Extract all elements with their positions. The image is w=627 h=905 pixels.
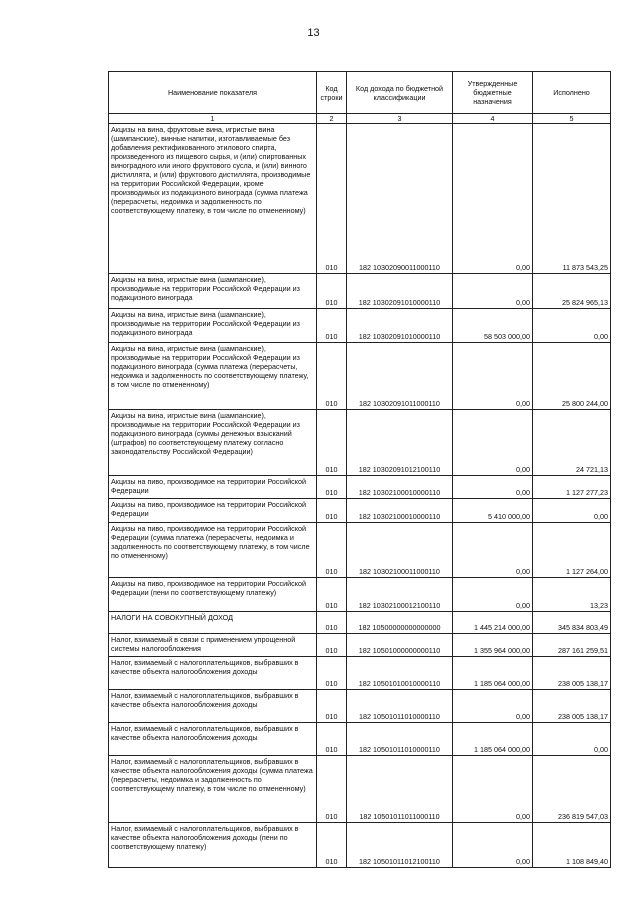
row-name: Акцизы на вина, игристые вина (шампанские), производимые на территории Российской Федерации из подакцизного винограда (сумма платежа (перерасчеты, недоимка и задолженность по соответствующему платежу, в том числе по отмененному) xyxy=(109,343,317,410)
row-executed: 0,00 xyxy=(533,309,611,343)
row-approved: 0,00 xyxy=(453,343,533,410)
row-code: 010 xyxy=(317,343,347,410)
row-executed: 0,00 xyxy=(533,723,611,756)
row-income-code: 182 10302100012100110 xyxy=(347,578,453,612)
row-approved: 0,00 xyxy=(453,578,533,612)
row-income-code: 182 10500000000000000 xyxy=(347,612,453,634)
row-executed: 1 127 277,23 xyxy=(533,476,611,499)
row-code: 010 xyxy=(317,756,347,823)
row-name: Акцизы на вина, игристые вина (шампанские), производимые на территории Российской Федерации из подакцизного винограда (суммы денежных взысканий (штрафов) по соответствующему платежу согласно законодательству Российской Федерации) xyxy=(109,410,317,476)
row-code: 010 xyxy=(317,309,347,343)
row-income-code: 182 10302091010000110 xyxy=(347,309,453,343)
row-name: Акцизы на пиво, производимое на территории Российской Федерации (пени по соответствующему платежу) xyxy=(109,578,317,612)
table-row xyxy=(109,499,611,523)
column-number: 3 xyxy=(347,114,453,124)
table-row xyxy=(109,756,611,823)
row-code: 010 xyxy=(317,634,347,657)
row-income-code: 182 10302091011000110 xyxy=(347,343,453,410)
table-row xyxy=(109,523,611,578)
row-executed: 25 800 244,00 xyxy=(533,343,611,410)
column-number: 5 xyxy=(533,114,611,124)
row-name: Акцизы на пиво, производимое на территории Российской Федерации xyxy=(109,499,317,523)
table-header xyxy=(109,72,611,124)
row-approved: 0,00 xyxy=(453,690,533,723)
header-indicator-name: Наименование показателя xyxy=(109,72,317,114)
row-name: Акцизы на вина, игристые вина (шампанские), производимые на территории Российской Федерации из подакцизного винограда xyxy=(109,274,317,309)
row-income-code: 182 10501011011000110 xyxy=(347,756,453,823)
row-income-code: 182 10501000000000110 xyxy=(347,634,453,657)
table-row xyxy=(109,343,611,410)
row-approved: 0,00 xyxy=(453,124,533,274)
header-income-code: Код дохода по бюджетной классификации xyxy=(347,72,453,114)
row-code: 010 xyxy=(317,612,347,634)
row-code: 010 xyxy=(317,523,347,578)
row-approved: 1 445 214 000,00 xyxy=(453,612,533,634)
row-income-code: 182 10501011010000110 xyxy=(347,723,453,756)
row-name: Акцизы на пиво, производимое на территории Российской Федерации (сумма платежа (перерасчеты, недоимка и задолженность по соответствующему платежу, в том числе по отмененному) xyxy=(109,523,317,578)
row-executed: 25 824 965,13 xyxy=(533,274,611,309)
column-number: 2 xyxy=(317,114,347,124)
row-name: Акцизы на вина, игристые вина (шампанские), производимые на территории Российской Федерации из подакцизного винограда xyxy=(109,309,317,343)
table-row xyxy=(109,690,611,723)
column-numbers-row xyxy=(109,114,611,124)
row-executed: 24 721,13 xyxy=(533,410,611,476)
row-approved: 1 185 064 000,00 xyxy=(453,723,533,756)
table-row xyxy=(109,410,611,476)
row-executed: 238 005 138,17 xyxy=(533,657,611,690)
row-income-code: 182 10302090011000110 xyxy=(347,124,453,274)
row-code: 010 xyxy=(317,124,347,274)
row-name: Акцизы на вина, фруктовые вина, игристые вина (шампанские), винные напитки, изготавливаемые без добавления ректификованного этилового спирта, произведенного из пищевого сырья, и (или) спиртованных виноградного или иного фруктового сусла, и (или) винного дистиллята, и (или) фруктового дистиллята, производимые на территории Российской Федерации, кроме производимых из подакцизного винограда (сумма платежа (перерасчеты, недоимка и задолженность по соответствующему платежу, в том числе по отмененному) xyxy=(109,124,317,274)
row-name: Налог, взимаемый в связи с применением упрощенной системы налогообложения xyxy=(109,634,317,657)
header-row-code: Код строки xyxy=(317,72,347,114)
row-approved: 1 185 064 000,00 xyxy=(453,657,533,690)
row-code: 010 xyxy=(317,723,347,756)
row-approved: 0,00 xyxy=(453,523,533,578)
row-code: 010 xyxy=(317,657,347,690)
header-executed: Исполнено xyxy=(533,72,611,114)
row-approved: 0,00 xyxy=(453,476,533,499)
table-row xyxy=(109,476,611,499)
row-income-code: 182 10302091012100110 xyxy=(347,410,453,476)
page-number: 13 xyxy=(307,27,320,39)
table-row xyxy=(109,634,611,657)
table-row xyxy=(109,309,611,343)
row-executed: 287 161 259,51 xyxy=(533,634,611,657)
row-code: 010 xyxy=(317,499,347,523)
row-approved: 5 410 000,00 xyxy=(453,499,533,523)
row-code: 010 xyxy=(317,410,347,476)
row-code: 010 xyxy=(317,578,347,612)
row-executed: 13,23 xyxy=(533,578,611,612)
table-body xyxy=(109,124,611,868)
row-name: Налог, взимаемый с налогоплательщиков, выбравших в качестве объекта налогообложения доходы xyxy=(109,690,317,723)
row-approved: 1 355 964 000,00 xyxy=(453,634,533,657)
row-name: НАЛОГИ НА СОВОКУПНЫЙ ДОХОД xyxy=(109,612,317,634)
row-code: 010 xyxy=(317,476,347,499)
header-approved: Утвержденные бюджетные назначения xyxy=(453,72,533,114)
row-executed: 345 834 803,49 xyxy=(533,612,611,634)
row-code: 010 xyxy=(317,274,347,309)
row-income-code: 182 10501010010000110 xyxy=(347,657,453,690)
row-executed: 11 873 543,25 xyxy=(533,124,611,274)
row-approved: 58 503 000,00 xyxy=(453,309,533,343)
table-row xyxy=(109,657,611,690)
row-name: Налог, взимаемый с налогоплательщиков, выбравших в качестве объекта налогообложения доходы (сумма платежа (перерасчеты, недоимка и задолженность по соответствующему платежу, в том числе по отмененному) xyxy=(109,756,317,823)
row-name: Акцизы на пиво, производимое на территории Российской Федерации xyxy=(109,476,317,499)
row-approved: 0,00 xyxy=(453,274,533,309)
row-income-code: 182 10302100011000110 xyxy=(347,523,453,578)
row-name: Налог, взимаемый с налогоплательщиков, выбравших в качестве объекта налогообложения доходы (пени по соответствующему платежу) xyxy=(109,823,317,868)
row-income-code: 182 10302100010000110 xyxy=(347,499,453,523)
budget-execution-table xyxy=(108,71,611,868)
row-executed: 236 819 547,03 xyxy=(533,756,611,823)
table-row xyxy=(109,612,611,634)
table-row xyxy=(109,578,611,612)
row-income-code: 182 10302091010000110 xyxy=(347,274,453,309)
table-row xyxy=(109,823,611,868)
table-row xyxy=(109,723,611,756)
row-executed: 1 127 264,00 xyxy=(533,523,611,578)
row-executed: 238 005 138,17 xyxy=(533,690,611,723)
table-row xyxy=(109,124,611,274)
row-code: 010 xyxy=(317,690,347,723)
table-row xyxy=(109,274,611,309)
row-approved: 0,00 xyxy=(453,823,533,868)
row-code: 010 xyxy=(317,823,347,868)
column-number: 1 xyxy=(109,114,317,124)
row-executed: 1 108 849,40 xyxy=(533,823,611,868)
row-name: Налог, взимаемый с налогоплательщиков, выбравших в качестве объекта налогообложения доходы xyxy=(109,657,317,690)
row-income-code: 182 10501011010000110 xyxy=(347,690,453,723)
row-income-code: 182 10302100010000110 xyxy=(347,476,453,499)
row-approved: 0,00 xyxy=(453,410,533,476)
row-name: Налог, взимаемый с налогоплательщиков, выбравших в качестве объекта налогообложения доходы xyxy=(109,723,317,756)
column-number: 4 xyxy=(453,114,533,124)
row-approved: 0,00 xyxy=(453,756,533,823)
row-income-code: 182 10501011012100110 xyxy=(347,823,453,868)
row-executed: 0,00 xyxy=(533,499,611,523)
